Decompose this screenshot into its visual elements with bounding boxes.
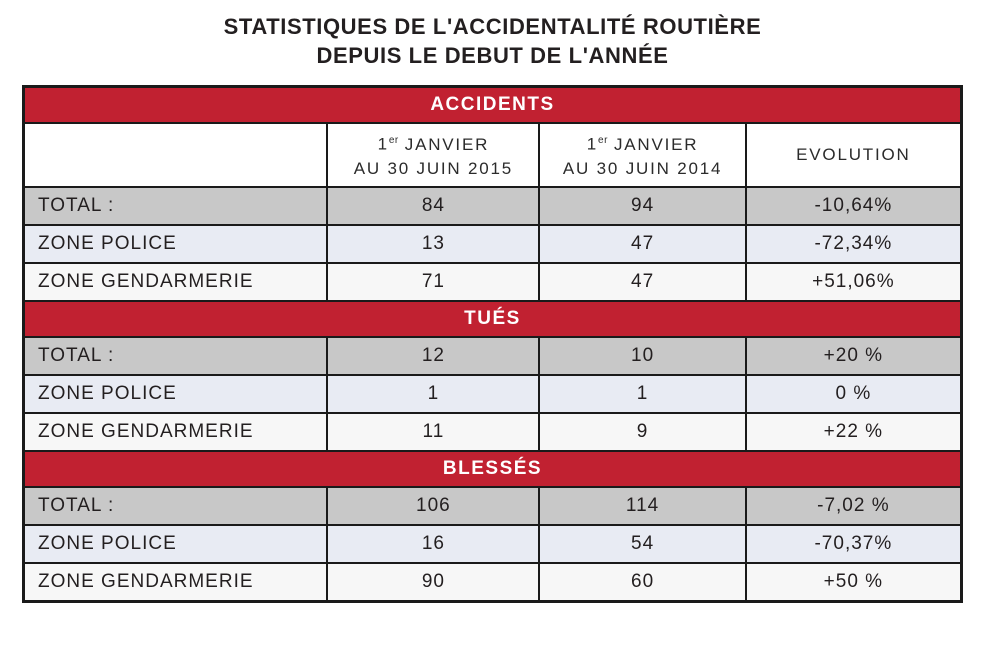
section-header-tues-label: TUÉS (24, 301, 962, 337)
section-header-blesses (24, 451, 962, 487)
section-header-accidents-label: ACCIDENTS (24, 87, 962, 124)
value-2015: 11 (327, 413, 539, 451)
value-2015: 1 (327, 375, 539, 413)
column-header-empty (24, 123, 328, 187)
value-evolution: -72,34% (746, 225, 962, 263)
row-label: ZONE GENDARMERIE (24, 563, 328, 602)
value-2014: 9 (539, 413, 745, 451)
table-row (24, 563, 962, 602)
value-2014: 47 (539, 263, 745, 301)
value-2014: 10 (539, 337, 745, 375)
value-2014: 60 (539, 563, 745, 602)
period-2015-line2: AU 30 JUIN 2015 (353, 158, 514, 178)
row-label: ZONE POLICE (24, 525, 328, 563)
column-header-2014 (539, 123, 745, 187)
section-header-accidents (24, 87, 962, 124)
value-evolution: -70,37% (746, 525, 962, 563)
value-evolution: 0 % (746, 375, 962, 413)
value-evolution: +50 % (746, 563, 962, 602)
period-2015-sup: er (388, 135, 399, 147)
section-header-tues (24, 301, 962, 337)
column-header-evolution: EVOLUTION (746, 123, 962, 187)
value-2015: 13 (327, 225, 539, 263)
row-label: ZONE GENDARMERIE (24, 263, 328, 301)
value-2015: 84 (327, 187, 539, 225)
value-2014: 1 (539, 375, 745, 413)
row-label: ZONE POLICE (24, 225, 328, 263)
period-2014-num: 1 (586, 134, 599, 154)
period-2014-line2: AU 30 JUIN 2014 (562, 158, 723, 178)
table-row (24, 263, 962, 301)
table-row (24, 487, 962, 525)
period-2014-month: JANVIER (613, 134, 699, 154)
row-label: ZONE POLICE (24, 375, 328, 413)
value-2015: 90 (327, 563, 539, 602)
column-header-row (24, 123, 962, 187)
table-row (24, 337, 962, 375)
table-row (24, 187, 962, 225)
row-label: TOTAL : (24, 187, 328, 225)
value-2014: 94 (539, 187, 745, 225)
row-label: ZONE GENDARMERIE (24, 413, 328, 451)
stats-table (22, 85, 963, 603)
value-evolution: -10,64% (746, 187, 962, 225)
table-row (24, 225, 962, 263)
value-2014: 54 (539, 525, 745, 563)
period-2015-month: JANVIER (404, 134, 490, 154)
row-label: TOTAL : (24, 337, 328, 375)
value-2015: 16 (327, 525, 539, 563)
period-2014-sup: er (598, 135, 608, 147)
section-header-blesses-label: BLESSÉS (24, 451, 962, 487)
period-2015-num: 1 (377, 134, 389, 154)
value-evolution: -7,02 % (746, 487, 962, 525)
value-2015: 71 (327, 263, 539, 301)
page-title (0, 12, 985, 70)
value-2014: 47 (539, 225, 745, 263)
value-evolution: +20 % (746, 337, 962, 375)
table-row (24, 413, 962, 451)
value-2014: 114 (539, 487, 745, 525)
value-evolution: +22 % (746, 413, 962, 451)
column-header-2015 (327, 123, 539, 187)
table-row (24, 525, 962, 563)
value-2015: 12 (327, 337, 539, 375)
value-evolution: +51,06% (746, 263, 962, 301)
page-title-line1: STATISTIQUES DE L'ACCIDENTALITÉ ROUTIÈRE (223, 14, 762, 39)
table-row (24, 375, 962, 413)
value-2015: 106 (327, 487, 539, 525)
page-title-line2: DEPUIS LE DEBUT DE L'ANNÉE (316, 43, 669, 68)
row-label: TOTAL : (24, 487, 328, 525)
